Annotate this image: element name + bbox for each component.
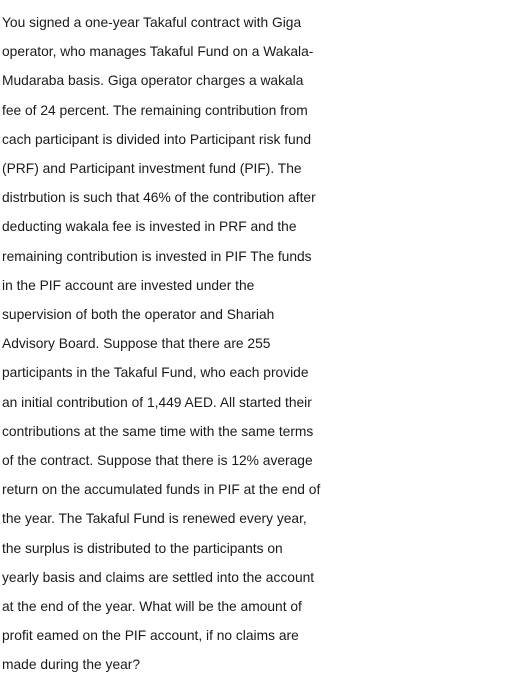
question-line: remaining contribution is invested in PIF The funds <box>2 248 312 264</box>
question-line: cach participant is divided into Participant risk fund <box>2 131 312 147</box>
question-line: deducting wakala fee is invested in PRF and the <box>2 219 297 235</box>
question-line: the surplus is distributed to the participants on <box>2 540 283 556</box>
question-line: of the contract. Suppose that there is 12% average <box>2 453 313 469</box>
question-line: an initial contribution of 1,449 AED. All started their <box>2 394 312 410</box>
question-line: at the end of the year. What will be the amount of <box>2 599 302 615</box>
question-line: participants in the Takaful Fund, who each provide <box>2 365 309 381</box>
question-line: Mudaraba basis. Giga operator charges a wakala <box>2 73 304 89</box>
question-line: return on the accumulated funds in PIF at the end of <box>2 482 321 498</box>
question-line: (PRF) and Participant investment fund (PIF). The <box>2 161 302 177</box>
question-line: made during the year? <box>2 657 141 673</box>
question-line: You signed a one-year Takaful contract with Giga <box>2 15 302 30</box>
question-line: operator, who manages Takaful Fund on a Wakala- <box>2 44 314 60</box>
question-line: supervision of both the operator and Shariah <box>2 307 275 323</box>
question-line: the year. The Takaful Fund is renewed every year, <box>2 511 307 527</box>
question-line: fee of 24 percent. The remaining contribution from <box>2 102 308 118</box>
question-line: profit eamed on the PIF account, if no claims are <box>2 628 299 644</box>
question-line: distrbution is such that 46% of the contribution after <box>2 190 316 206</box>
question-line: in the PIF account are invested under the <box>2 277 255 293</box>
question-line: yearly basis and claims are settled into the account <box>2 569 315 585</box>
question-line: Advisory Board. Suppose that there are 255 <box>2 336 271 352</box>
question-text <box>2 8 529 680</box>
question-line: contributions at the same time with the same terms <box>2 423 314 439</box>
